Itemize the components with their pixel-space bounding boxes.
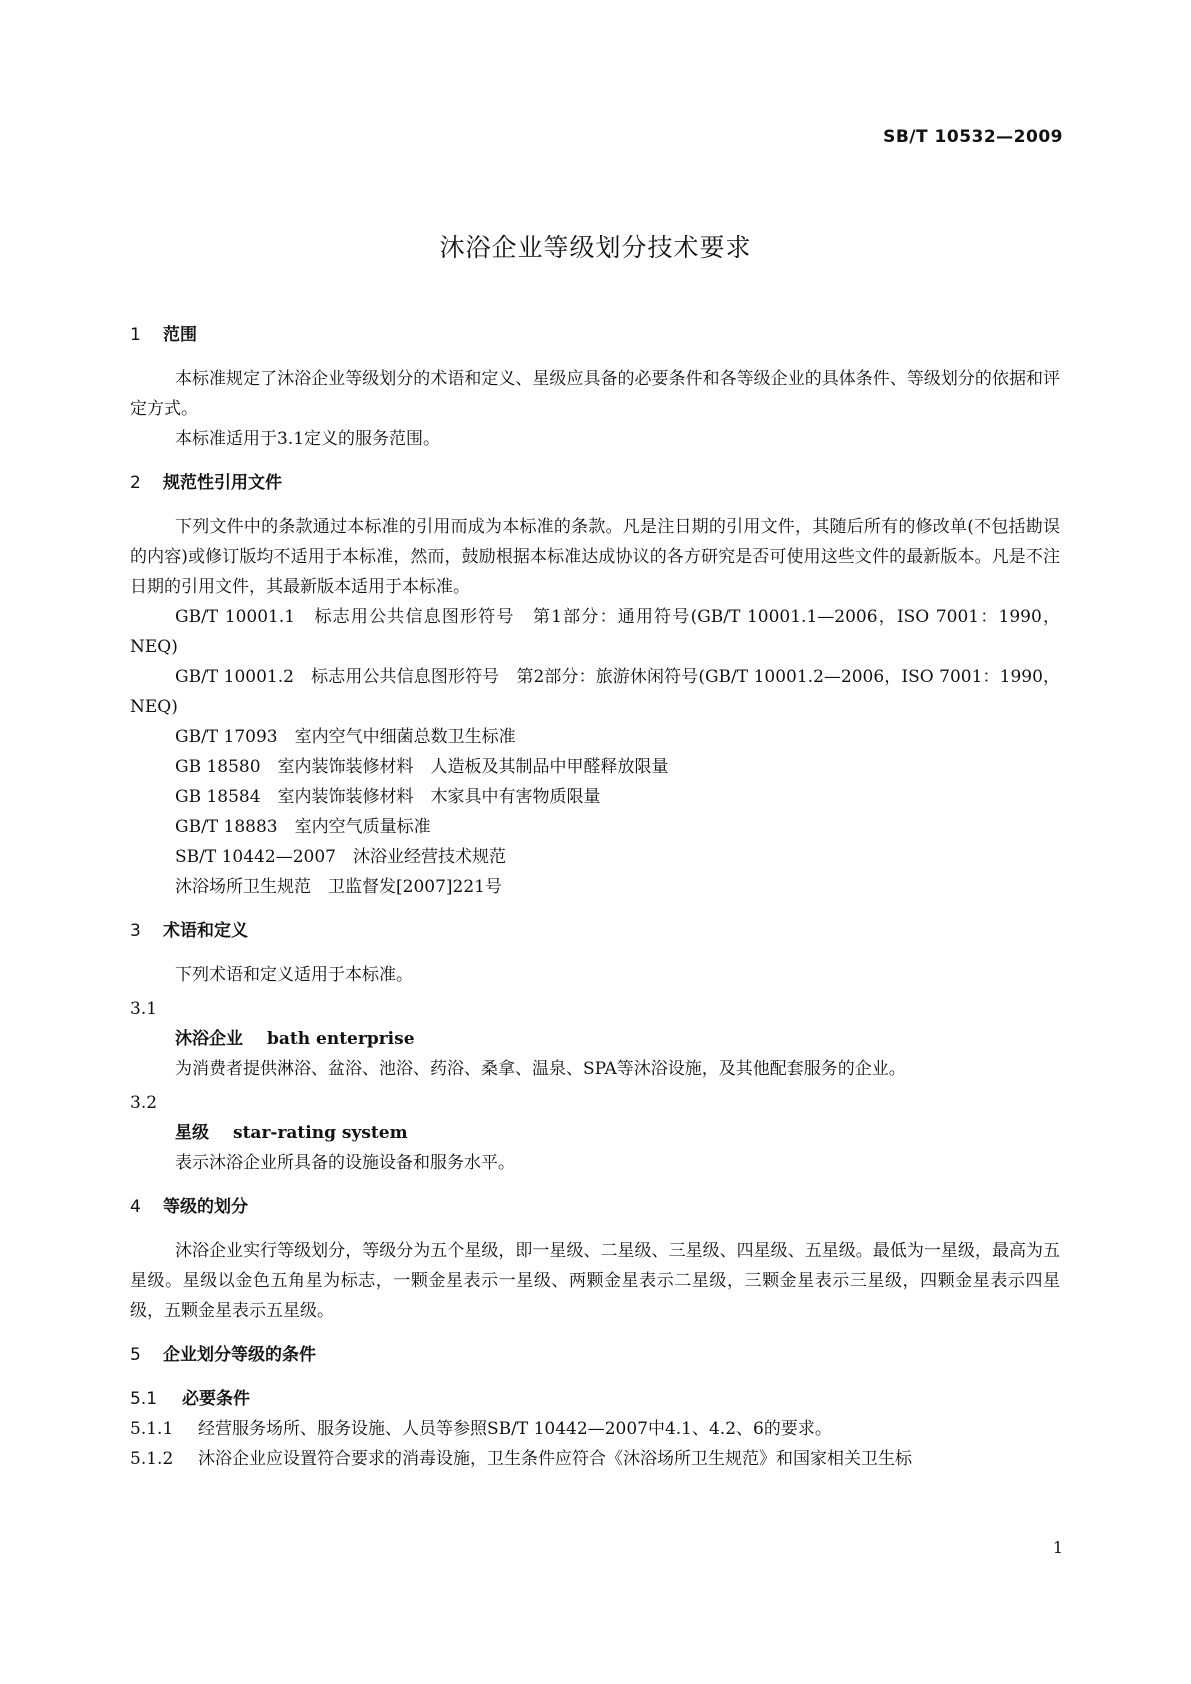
paragraph: 沐浴企业实行等级划分，等级分为五个星级，即一星级、二星级、三星级、四星级、五星级。最低为一星级，最高为五星级。星级以金色五角星为标志，一颗金星表示一星级、两颗金星表示二星级，三颗金星表示三星级，四颗金星表示四星级，五颗金星表示五星级。: [130, 1241, 1060, 1321]
section-title: 规范性引用文件: [163, 473, 282, 493]
section-heading-scope: [130, 320, 1060, 350]
clause-text: 经营服务场所、服务设施、人员等参照SB/T 10442—2007中4.1、4.2、6的要求。: [198, 1419, 832, 1439]
section-number: 3: [130, 921, 141, 941]
section-title: 企业划分等级的条件: [163, 1345, 316, 1365]
paragraph: 下列术语和定义适用于本标准。: [175, 965, 413, 985]
document-number: SB/T 10532—2009: [883, 127, 1063, 147]
paragraph: 本标准规定了沐浴企业等级划分的术语和定义、星级应具备的必要条件和各等级企业的具体条件、等级划分的依据和评定方式。: [130, 369, 1060, 419]
term-number: 3.1: [130, 999, 158, 1019]
section-heading-normative-references: [130, 468, 1060, 498]
clause-number: 5.1.2: [130, 1449, 174, 1469]
paragraph: 下列文件中的条款通过本标准的引用而成为本标准的条款。凡是注日期的引用文件，其随后所有的修改单(不包括勘误的内容)或修订版均不适用于本标准，然而，鼓励根据本标准达成协议的各方研究是否可使用这些文件的最新版本。凡是不注日期的引用文件，其最新版本适用于本标准。: [130, 517, 1060, 597]
clause-number: 5.1.1: [130, 1419, 174, 1439]
term-chinese: 星级: [175, 1123, 209, 1143]
term-definition: 表示沐浴企业所具备的设施设备和服务水平。: [175, 1153, 515, 1173]
section-number: 4: [130, 1197, 141, 1217]
term-title: [130, 1024, 1060, 1054]
subsection-title: 必要条件: [182, 1389, 250, 1409]
reference-item: GB 18580 室内装饰装修材料 人造板及其制品中甲醛释放限量: [175, 757, 669, 777]
term-english: star-rating system: [233, 1123, 408, 1143]
reference-item: GB/T 18883 室内空气质量标准: [175, 817, 431, 837]
document-title: 沐浴企业等级划分技术要求: [439, 233, 752, 262]
reference-item: GB/T 10001.1 标志用公共信息图形符号 第1部分：通用符号(GB/T 10001.1—2006，ISO 7001：1990，NEQ): [130, 607, 1060, 657]
page-number: 1: [1052, 1538, 1063, 1557]
clause-text: 沐浴企业应设置符合要求的消毒设施，卫生条件应符合《沐浴场所卫生规范》和国家相关卫生标: [198, 1449, 912, 1469]
term-title: [130, 1118, 1060, 1148]
section-number: 2: [130, 473, 141, 493]
term-english: bath enterprise: [267, 1029, 415, 1049]
term-chinese: 沐浴企业: [175, 1029, 243, 1049]
term-number: 3.2: [130, 1093, 158, 1113]
section-title: 术语和定义: [163, 921, 248, 941]
clause: [130, 1444, 1060, 1474]
section-heading-conditions: [130, 1340, 1060, 1370]
reference-item: GB/T 10001.2 标志用公共信息图形符号 第2部分：旅游休闲符号(GB/T 10001.2—2006，ISO 7001：1990，NEQ): [130, 667, 1060, 717]
reference-item: SB/T 10442—2007 沐浴业经营技术规范: [175, 847, 506, 867]
section-heading-grading: [130, 1192, 1060, 1222]
section-heading-terms: [130, 916, 1060, 946]
reference-item: GB 18584 室内装饰装修材料 木家具中有害物质限量: [175, 787, 601, 807]
reference-item: 沐浴场所卫生规范 卫监督发[2007]221号: [175, 877, 502, 897]
subsection-heading-necessary-conditions: [130, 1384, 1060, 1414]
section-title: 等级的划分: [163, 1197, 248, 1217]
section-title: 范围: [163, 325, 197, 345]
reference-item: GB/T 17093 室内空气中细菌总数卫生标准: [175, 727, 516, 747]
subsection-number: 5.1: [130, 1389, 158, 1409]
clause: [130, 1414, 1060, 1444]
document-body: [130, 320, 1060, 1474]
term-definition: 为消费者提供淋浴、盆浴、池浴、药浴、桑拿、温泉、SPA等沐浴设施，及其他配套服务的企业。: [175, 1059, 906, 1079]
section-number: 1: [130, 325, 141, 345]
section-number: 5: [130, 1345, 141, 1365]
paragraph: 本标准适用于3.1定义的服务范围。: [175, 429, 441, 449]
